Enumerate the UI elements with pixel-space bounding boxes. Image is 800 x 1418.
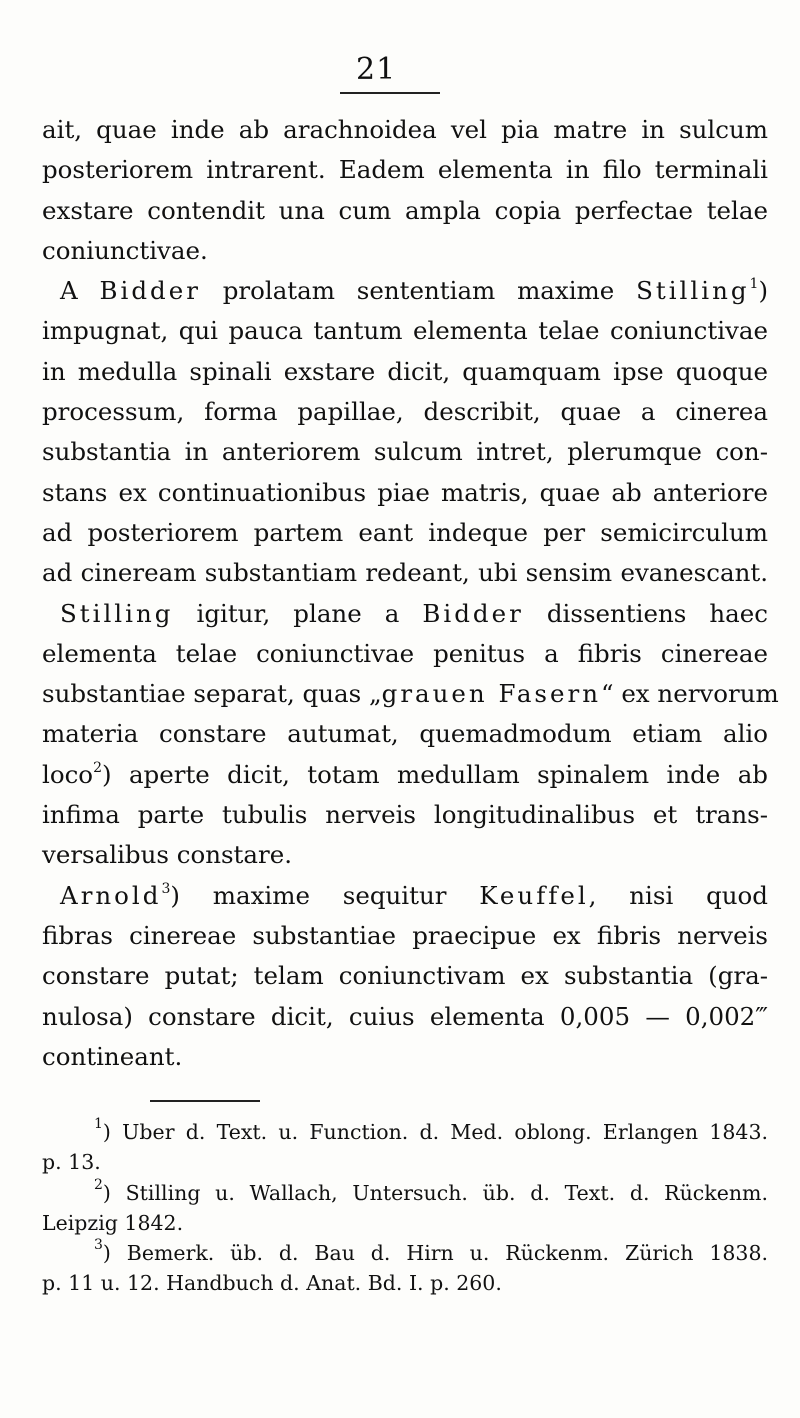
footnote-line (42, 1178, 768, 1208)
text-line: nulosa) constare dicit, cuius elementa 0,005 — 0,002‴ (42, 1001, 768, 1031)
text-segment: , nisi quod (588, 880, 768, 910)
text-line: coniunctivae. (42, 235, 208, 265)
footnote-mark: 1 (94, 1116, 103, 1132)
text-line: impugnat, qui pauca tantum elementa telae coniunctivae (42, 316, 768, 346)
author-name: Arnold (60, 880, 162, 910)
author-name: Stilling (60, 598, 174, 628)
main-text (42, 110, 779, 1077)
text-segment: ) aperte dicit, totam medullam spinalem inde ab (101, 759, 768, 789)
footnote-line: Leipzig 1842. (42, 1210, 184, 1235)
text-segment: prolatam sententiam maxime (200, 276, 637, 306)
text-line: stans ex continuationibus piae matris, quae ab anteriore (42, 477, 768, 507)
text-line: fibras cinereae substantiae praecipue ex fibris nerveis (42, 920, 768, 950)
text-segment: dissentiens haec (523, 598, 768, 628)
footnote-text: ) Uber d. Text. u. Function. d. Med. oblong. Erlangen 1843. (102, 1120, 768, 1144)
text-line: exstare contendit una cum ampla copia perfectae telae (42, 195, 768, 225)
text-line (42, 674, 779, 714)
text-segment: substantiae separat, quas „ (42, 679, 382, 709)
text-line: ad cineream substantiam redeant, ubi sensim evanescant. (42, 558, 768, 588)
text-line: materia constare autumat, quemadmodum etiam alio (42, 719, 768, 749)
page-number: 21 (356, 52, 397, 87)
author-name: Stilling (636, 276, 750, 306)
text-line (42, 594, 768, 634)
footnote-line (42, 1238, 768, 1268)
text-line: versalibus constare. (42, 840, 293, 870)
footnote-rule (150, 1100, 260, 1102)
text-segment: ) (758, 276, 769, 306)
text-line: posteriorem intrarent. Eadem elementa in filo terminali (42, 155, 768, 185)
footnote-line (42, 1117, 768, 1147)
text-segment: igitur, plane a (173, 598, 423, 628)
text-line: constare putat; telam coniunctivam ex substantia (gra- (42, 961, 768, 991)
text-line (42, 755, 768, 795)
text-line: in medulla spinali exstare dicit, quamquam ipse quoque (42, 356, 768, 386)
text-line (42, 271, 768, 311)
header-rule (340, 92, 440, 94)
author-name: Bidder (422, 598, 524, 628)
text-segment: “ ex nervorum (601, 679, 779, 709)
text-line: contineant. (42, 1041, 183, 1071)
footnotes (42, 1117, 768, 1299)
footnote-mark: 2 (94, 1176, 103, 1193)
text-line (42, 876, 768, 916)
footnote-line: p. 13. (42, 1150, 101, 1175)
text-line: elementa telae coniunctivae penitus a fibris cinereae (42, 638, 768, 668)
footnote-line: p. 11 u. 12. Handbuch d. Anat. Bd. I. p. 260. (42, 1271, 502, 1296)
text-line: substantia in anteriorem sulcum intret, plerumque con- (42, 437, 768, 467)
author-name: Keuffel (479, 880, 589, 910)
footnote-ref: 2 (93, 759, 102, 776)
footnote-ref: 1 (749, 276, 759, 293)
footnote-ref: 3 (161, 880, 171, 897)
footnote-text: ) Bemerk. üb. d. Bau d. Hirn u. Rückenm. Zürich 1838. (102, 1241, 768, 1266)
text-segment: ) maxime sequitur (170, 880, 480, 910)
text-line: ait, quae inde ab arachnoidea vel pia matre in sulcum (42, 115, 768, 144)
footnote-mark: 3 (94, 1237, 103, 1254)
text-line: ad posteriorem partem eant indeque per semicirculum (42, 517, 768, 547)
text-segment: A (60, 276, 100, 306)
text-line: processum, forma papillae, describit, quae a cinerea (42, 397, 768, 427)
text-segment: loco (42, 759, 94, 789)
quoted-term: grauen Fasern (381, 679, 601, 709)
author-name: Bidder (99, 276, 201, 306)
footnote-text: ) Stilling u. Wallach, Untersuch. üb. d. Text. d. Rückenm. (102, 1180, 768, 1205)
text-line: infima parte tubulis nerveis longitudinalibus et trans- (42, 800, 768, 830)
